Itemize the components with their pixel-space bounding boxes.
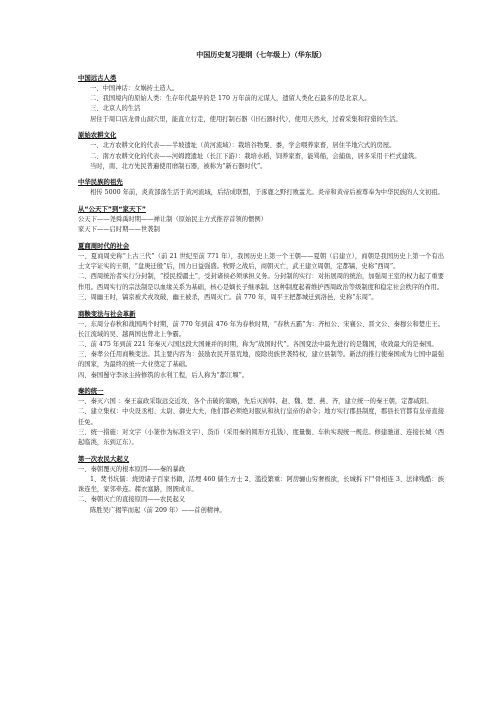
section-paragraph: 一、北方农耕文化的代表——半坡遗址（黄河流域）：栽培谷物粟、黍，学会喂养家畜，居住半地穴式的房屋。 (90, 142, 396, 150)
section-paragraph: 三、秦孝公任用商鞅变法。其主要内容为：鼓励农民开垦荒地，废除贵族世袭特权，建立县制等。新法的推行使秦国成为七国中最强的国家，为最终的统一大业奠定了基础。 (78, 351, 444, 369)
section-paragraph: 一、中国神话：女娲抟土造人。 (90, 85, 179, 92)
section (78, 178, 444, 198)
section (78, 387, 444, 448)
section-heading: 中华民族的祖先 (78, 178, 123, 187)
section (78, 242, 444, 303)
section-heading: 夏商周时代的社会 (78, 242, 130, 251)
section-paragraph: 三、周幽王时，镐京被犬戎攻破，幽王被杀，西周灭亡。前 770 年，周平王把都城迁到洛邑，史称“东周”。 (78, 293, 378, 301)
section-paragraph: 三、北京人的生活 (90, 105, 141, 113)
section-heading: 中国远古人类 (78, 74, 117, 82)
section-paragraph: 二、南方农耕文化的代表——河姆渡遗址（长江下游）：栽培水稻，饲养家畜，能骂船，会捕鱼，居多采用干栏式建筑。 (90, 152, 421, 160)
section-heading: 商鞅变法与社会革新 (78, 309, 136, 318)
section-paragraph: 家天下——启时期——世袭制 (78, 226, 160, 234)
section-paragraph: 当时，南、北方先民普遍使用磨制石器，被称为“新石器时代”。 (90, 162, 267, 170)
section-paragraph: 一、秦灭六国 ：秦王嬴政采取远交近攻、各个击破的策略，先后灭掉韩、赵、魏、楚、燕、齐，建立统一的秦王朝，定都咸阳。 (78, 398, 433, 406)
section-paragraph: 三、统一措施：对文字（小篆作为标准文字）、货币（采用秦的圆形方孔钱）、度量衡、车轨实现统一规范。修建驰道、连接长城（西起临洮，东到辽东）。 (78, 428, 444, 447)
section-heading: 第一次农民大起义 (78, 454, 130, 463)
section-paragraph: 二、秦朝灭亡的直接原因——农民起义 (78, 496, 186, 504)
section-paragraph: 二、西周统治者实行分封制，“授民授疆土”，受封诸侯必须承担义务。分封制的实行：对拓展周的统治，加强周王室的权力起了重要作用。西周实行的宗法制是以血缘关系为基础，核心是嫡长子继承制。这种制度起着维护西周政治等级制度和稳定社会秩序的作用。 (78, 273, 444, 291)
section-paragraph: 二、建立集权：中央设丞相、太尉、御史大夫，他们都必须绝对服从和执行皇帝的命令；地方实行郡县制度，郡县长官都有皇帝直接任免。 (78, 408, 444, 426)
section-paragraph: 一、东周分春秋和战国两个时期，前 770 年到前 476 年为春秋时期，“春秋五霸”为：齐桓公、宋襄公、晋文公、秦穆公和楚庄王。长江流域的吴、越两国也曾北上争霸。 (78, 320, 444, 338)
section (78, 205, 444, 235)
section-paragraph: 二、我国境内的原始人类：生存年代最早的是 170 万年前的元谋人，遗留人类化石最多的是北京人。 (90, 95, 371, 103)
section-paragraph: 一、夏商周史称“上古三代”（前 21 世纪至前 771 年），我国历史上第一个王朝——夏朝（启建立），商朝是我国历史上第一个有出土文字证实的王朝，“盘庚迁殷”后，国力日益强盛。牧野之战后，商朝灭亡，武王建立周朝，定都镐，史称“西周”。 (78, 253, 444, 271)
section (78, 131, 444, 172)
section-heading: 从“公天下”到“家天下” (78, 205, 146, 214)
section-paragraph: 四、秦国蜀守李冰主持修筑的水利工程，后人称为“都江堰”。 (78, 371, 249, 379)
section (78, 455, 444, 516)
section-paragraph: 陈胜吴广揭竿而起（前 209 年）——首创精神。 (90, 506, 226, 514)
section-paragraph: 一、秦朝覆灭的根本原因——秦的暴政 (78, 465, 186, 473)
section-paragraph: 1、焚书坑儒：烧毁诸子百家书籍，活埋 460 儒生方士 2、滥役繁重：阿房骊山穷奢极欲，长城拆下尸骨相连 3、法律残酷：族诛连坐，家邻牵连。赭衣塞路，囹圄成市。 (78, 475, 444, 494)
section-heading: 秦的统一 (78, 387, 104, 396)
section (78, 310, 444, 381)
section-heading: 原始农耕文化 (78, 131, 117, 140)
section (78, 74, 444, 125)
section-paragraph: 居住于周口店龙骨山洞穴里，能直立行走，使用打制石器（旧石器时代），使用天然火，过着采集和狩猎的生活。 (90, 115, 402, 123)
document-title: 中国历史复习提纲（七年级上）（华东版） (196, 51, 326, 59)
sections-container (78, 74, 444, 516)
section-paragraph: 相传 5000 年前，炎黄部落生活于黄河流域，后结成联盟，于涿鹿之野打败蚩尤。炎帝和黄帝后被尊奉为中华民族的人文初祖。 (90, 189, 444, 197)
section-paragraph: 公天下——尧舜禹时期——禅让制（原始民主方式推荐首领的惯例） (78, 216, 267, 224)
section-paragraph: 二、前 475 年到前 221 年秦灭六国这段大国兼并的时期，称为“战国时代”。各国变法中最先进行的是魏国，收效最大的是秦国。 (78, 340, 438, 348)
